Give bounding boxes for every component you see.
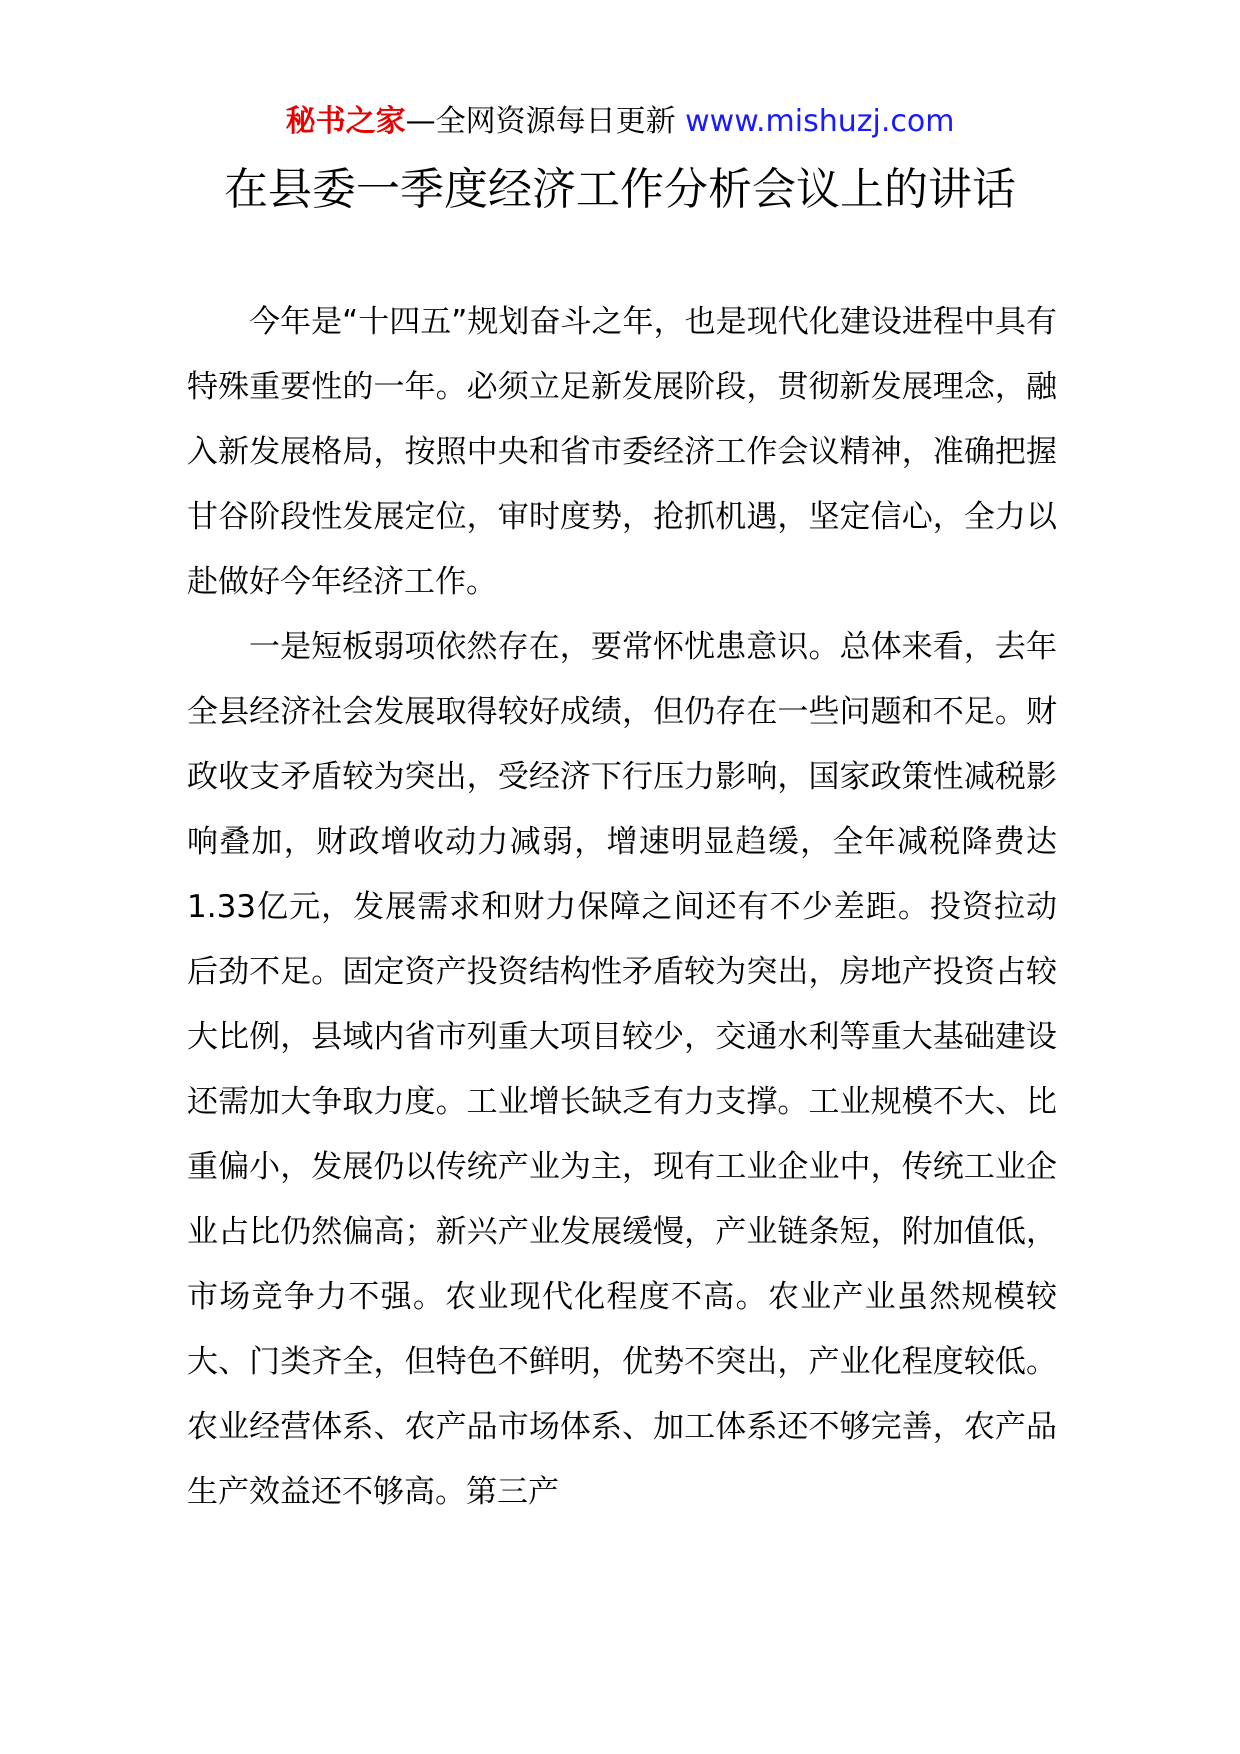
document-title: 在县委一季度经济工作分析会议上的讲话	[224, 164, 1016, 215]
site-brand: 秘书之家	[285, 104, 406, 139]
document-body	[187, 290, 1057, 1525]
paragraph: 今年是“十四五”规划奋斗之年，也是现代化建设进程中具有特殊重要性的一年。必须立足新发展阶段，贯彻新发展理念，融入新发展格局，按照中央和省市委经济工作会议精神，准确把握甘谷阶段性发展定位，审时度势，抢抓机遇，坚定信心，全力以赴做好今年经济工作。	[187, 304, 1057, 600]
paragraph: 一是短板弱项依然存在，要常怀忧患意识。总体来看，去年全县经济社会发展取得较好成绩，但仍存在一些问题和不足。财政收支矛盾较为突出，受经济下行压力影响，国家政策性减税影响叠加，财政增收动力减弱，增速明显趋缓，全年减税降费达1.33亿元，发展需求和财力保障之间还有不少差距。投资拉动后劲不足。固定资产投资结构性矛盾较为突出，房地产投资占较大比例，县域内省市列重大项目较少，交通水利等重大基础建设还需加大争取力度。工业增长缺乏有力支撑。工业规模不大、比重偏小，发展仍以传统产业为主，现有工业企业中，传统工业企业占比仍然偏高；新兴产业发展缓慢，产业链条短，附加值低，市场竞争力不强。农业现代化程度不高。农业产业虽然规模较大、门类齐全，但特色不鲜明，优势不突出，产业化程度较低。农业经营体系、农产品市场体系、加工体系还不够完善，农产品生产效益还不够高。第三产	[187, 629, 1057, 1510]
site-slogan: —全网资源每日更新	[405, 104, 686, 139]
site-url-link[interactable]: www.mishuzj.com	[685, 104, 955, 139]
site-header	[0, 102, 1240, 142]
